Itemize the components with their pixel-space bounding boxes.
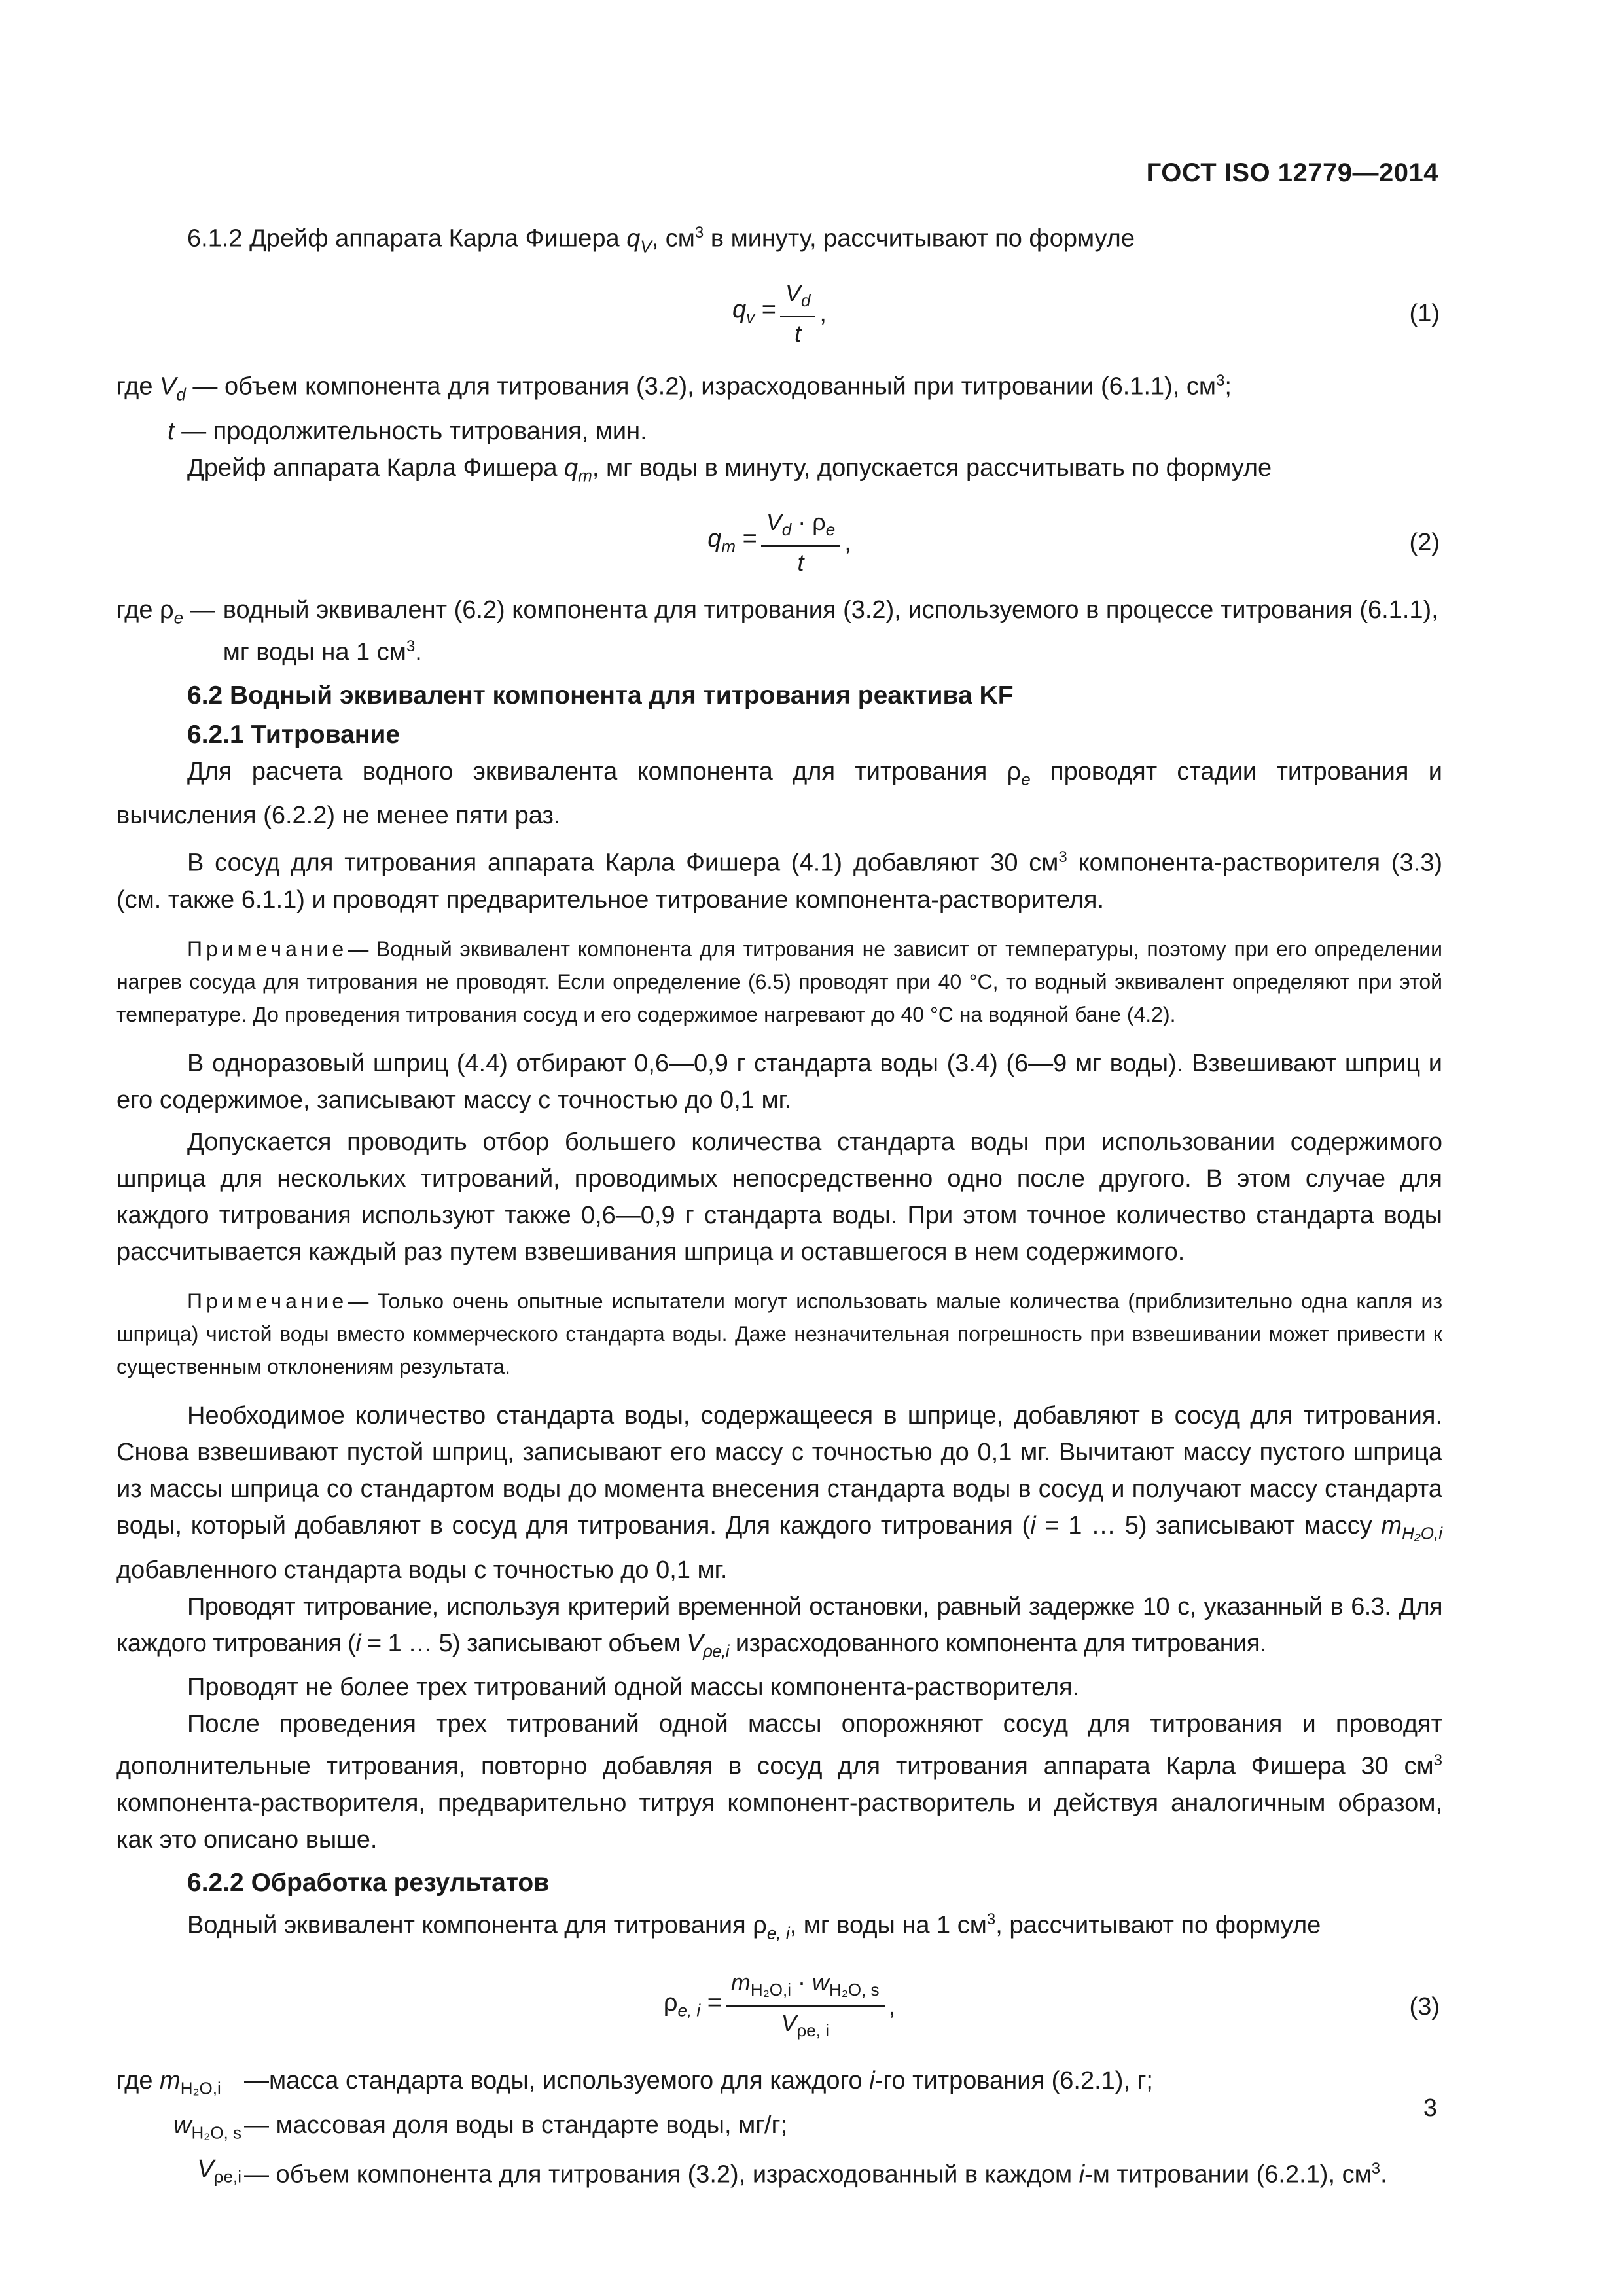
where-text-w: — массовая доля воды в стандарте воды, мг/г; (244, 2111, 788, 2139)
where-line-t: t — продолжительность титрования, мин. (168, 417, 647, 445)
standard-code-header: ГОСТ ISO 12779—2014 (1146, 158, 1438, 187)
equation-number: (2) (1409, 529, 1440, 557)
formula-2: $q_m$ = $\frac{V_d \cdot \rho_e}{t}$ , (2) (116, 493, 1442, 592)
formula-1: $q_v$ = $\frac{V_d}{t}$ , (1) (116, 264, 1442, 363)
where-label-m: где $m_{H_2O,i}$ (116, 2067, 221, 2098)
paragraph-max-three: Проводят не более трех титрований одной массы компонента-растворителя. (187, 1674, 1080, 1702)
where-label-w: $w_{H_2O, s}$ (173, 2111, 241, 2143)
paragraph-stop-criterion: Проводят титрование, используя критерий временной остановки, равный задержке 10 с, указанный в 6.3. Для каждого титрования (i = 1 … 5) записывают объем $V_{\rho e,i}$ израсходованного компонента для титрования. (116, 1592, 1442, 1661)
where-label-v: $V_{\rho e,i}$ (197, 2155, 241, 2187)
where-rho-e: где $\rho_e$ — водный эквивалент (6.2) компонента для титрования (3.2), используемого в процессе титрования (6.1.1), мг воды на 1 $см^3$. (116, 596, 1438, 666)
paragraph-6-1-2: 6.1.2 Дрейф аппарата Карла Фишера $q_V$, $см^3$ в минуту, рассчитывают по формуле (187, 224, 1135, 257)
paragraph-results: Водный эквивалент компонента для титрования $\rho_{e, i}$, мг воды на 1 $см^3$, рассчитывают по формуле (187, 1910, 1321, 1943)
page-content (116, 215, 1442, 2195)
note-2: Примечание— Только очень опытные испытатели могут использовать малые количества (приблизительно одна капля из шприца) чистой воды вместо коммерческого стандарта воды. Даже незначительная погрешность при взвешивании может привести к существенным отклонениям результата. (116, 1289, 1442, 1378)
where-list-formula-3 (116, 2062, 1442, 2195)
section-6-2-title: 6.2 Водный эквивалент компонента для титрования реактива KF (187, 681, 1014, 709)
formula-3: $\rho_{e, i}$ = $\frac{m_{H_2O,i} \cdot w_{H_2O, s}}{V_{\rho e, i}}$ , (3) (116, 1951, 1442, 2062)
paragraph-additional-titrations: После проведения трех титрований одной массы опорожняют сосуд для титрования и проводят дополнительные титрования, повторно добавляя в сосуд для титрования аппарата Карла Фишера 30 $см^3$ компонента-растворителя, предварительно титруя компонент-растворитель и действуя аналогичным образом, как это описано выше. (116, 1710, 1442, 1854)
paragraph-syringe: В одноразовый шприц (4.4) отбирают 0,6—0,9 г стандарта воды (3.4) (6—9 мг воды). Взвешивают шприц и его содержимое, записывают массу с точностью до 0,1 мг. (116, 1050, 1442, 1114)
paragraph-titration-1: Для расчета водного эквивалента компонента для титрования $\rho_e$ проводят стадии титрования и вычисления (6.2.2) не менее пяти раз. (116, 757, 1442, 830)
equation-number: (1) (1409, 300, 1440, 328)
note-1: Примечание— Водный эквивалент компонента для титрования не зависит от температуры, поэтому при его определении нагрев сосуда для титрования не проводят. Если определение (6.5) проводят при 40 °С, то водный эквивалент определяют при этой температуре. До проведения титрования сосуд и его содержимое нагревают до 40 °С на водяной бане (4.2). (116, 937, 1442, 1026)
paragraph-multiple-titrations: Допускается проводить отбор большего количества стандарта воды при использовании содержимого шприца для нескольких титрований, проводимых непосредственно одно после другого. В этом случае для каждого титрования используют также 0,6—0,9 г стандарта воды. При этом точное количество стандарта воды рассчитывается каждый раз путем взвешивания шприца и оставшегося в нем содержимого. (116, 1128, 1442, 1266)
where-text-m: —масса стандарта воды, используемого для каждого i-го титрования (6.2.1), г; (244, 2067, 1153, 2095)
where-line-vd: где $V_d$ — объем компонента для титрования (3.2), израсходованный при титровании (6.1.1), $см^3$; (116, 372, 1232, 404)
fraction: $\frac{m_{H_2O,i} \cdot w_{H_2O, s}}{V_{\rho e, i}}$ (726, 1967, 885, 2047)
paragraph-water-mass: Необходимое количество стандарта воды, содержащееся в шприце, добавляют в сосуд для титрования. Снова взвешивают пустой шприц, записывают его массу с точностью до 0,1 мг. Вычитают массу пустого шприца из массы шприца со стандартом воды до момента внесения стандарта воды в сосуд и получают массу стандарта воды, который добавляют в сосуд для титрования. Для каждого титрования (i = 1 … 5) записывают массу $m_{H_2O,i}$ добавленного стандарта воды с точностью до 0,1 мг. (116, 1402, 1442, 1584)
section-6-2-1-title: 6.2.1 Титрование (187, 720, 401, 749)
section-6-2-2-title: 6.2.2 Обработка результатов (187, 1868, 550, 1897)
page-number: 3 (1423, 2094, 1437, 2122)
paragraph-drift-alt: Дрейф аппарата Карла Фишера $q_m$, мг воды в минуту, допускается рассчитывать по формуле (187, 454, 1272, 486)
where-text-v: — объем компонента для титрования (3.2), израсходованный в каждом i-м титровании (6.2.1), $см^3$. (244, 2160, 1387, 2189)
fraction: $\frac{V_d}{t}$ (780, 278, 815, 350)
equation-number: (3) (1409, 1993, 1440, 2021)
paragraph-titration-2: В сосуд для титрования аппарата Карла Фишера (4.1) добавляют 30 $см^3$ компонента-растворителя (3.3) (см. также 6.1.1) и проводят предварительное титрование компонента-растворителя. (116, 848, 1442, 914)
fraction: $\frac{V_d \cdot \rho_e}{t}$ (761, 507, 840, 579)
